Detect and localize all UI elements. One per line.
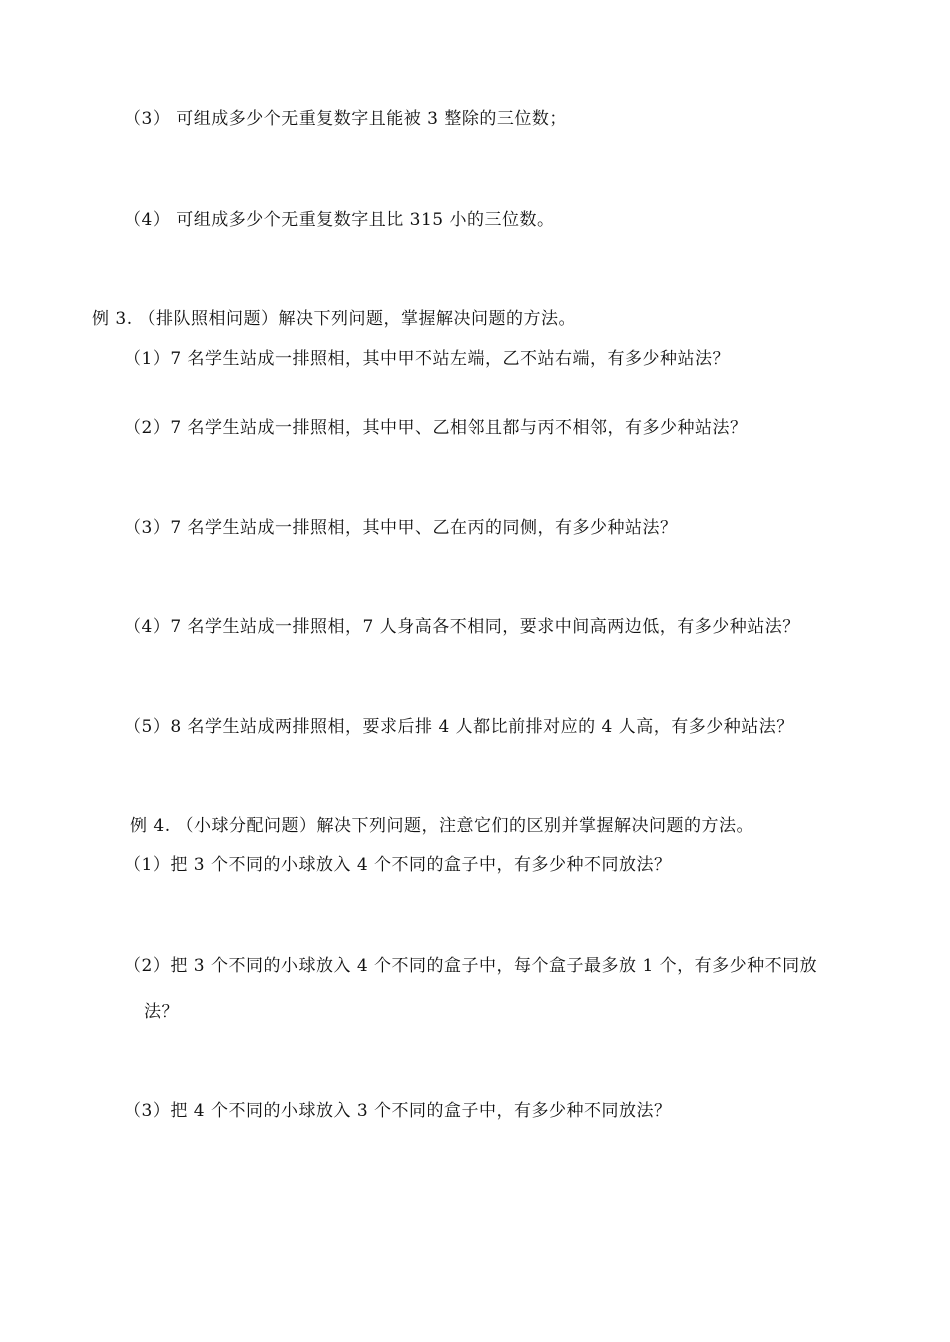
example-3-item-2: （2）7 名学生站成一排照相，其中甲、乙相邻且都与丙不相邻，有多少种站法？: [124, 418, 748, 438]
prev-item-3: （3） 可组成多少个无重复数字且能被 3 整除的三位数；: [124, 109, 567, 129]
example-3-item-1: （1）7 名学生站成一排照相，其中甲不站左端，乙不站右端，有多少种站法？: [124, 349, 731, 369]
example-4-item-2: （2）把 3 个不同的小球放入 4 个不同的盒子中，每个盒子最多放 1 个，有多少种不同放: [124, 956, 818, 976]
example-4-item-1: （1）把 3 个不同的小球放入 4 个不同的盒子中，有多少种不同放法？: [124, 855, 672, 875]
prev-item-4: （4） 可组成多少个无重复数字且比 315 小的三位数。: [124, 210, 555, 230]
example-3-item-3: （3）7 名学生站成一排照相，其中甲、乙在丙的同侧，有多少种站法？: [124, 518, 678, 538]
example-3-heading: 例 3. （排队照相问题）解决下列问题，掌握解决问题的方法。: [92, 309, 577, 329]
example-4-heading: 例 4. （小球分配问题）解决下列问题，注意它们的区别并掌握解决问题的方法。: [130, 816, 755, 836]
example-3-item-4: （4）7 名学生站成一排照相，7 人身高各不相同，要求中间高两边低，有多少种站法？: [124, 617, 800, 637]
example-4-item-3: （3）把 4 个不同的小球放入 3 个不同的盒子中，有多少种不同放法？: [124, 1101, 672, 1121]
example-3-item-5: （5）8 名学生站成两排照相，要求后排 4 人都比前排对应的 4 人高，有多少种站法？: [124, 717, 794, 737]
example-4-item-2-continued: 法？: [144, 1002, 179, 1022]
